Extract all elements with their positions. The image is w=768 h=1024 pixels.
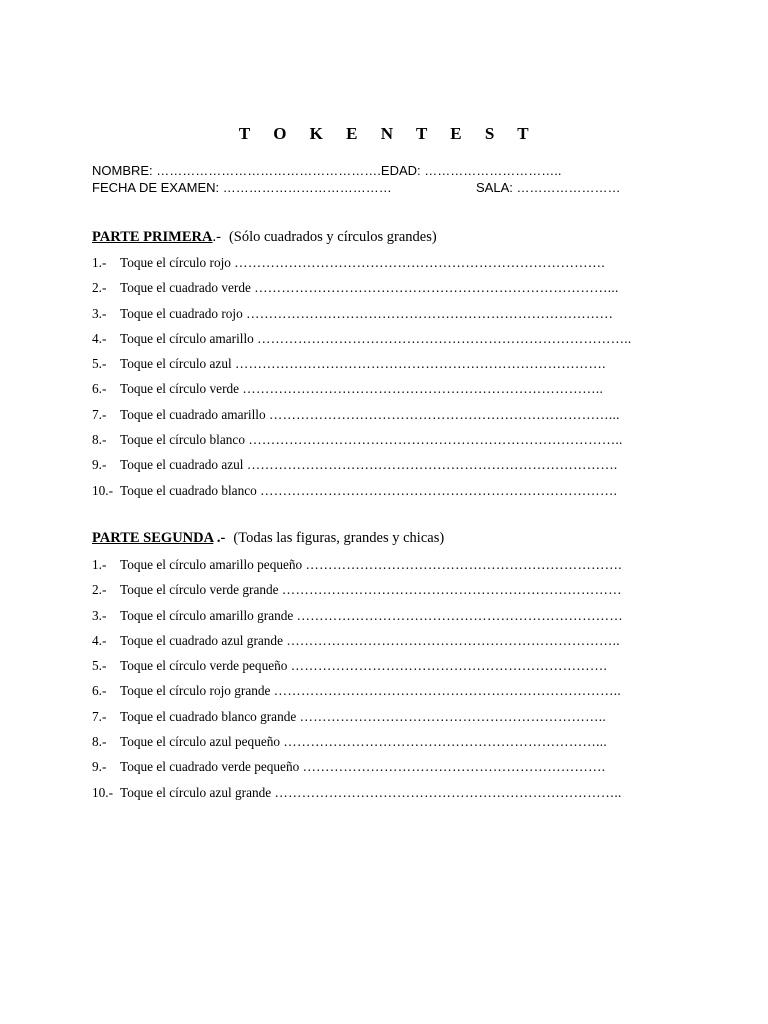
item-text: Toque el círculo verde pequeño [120,658,288,674]
item-number: 7.- [92,708,107,724]
list-item [92,628,623,653]
list-item [92,376,632,401]
item-number: 6.- [92,683,107,699]
list-item [92,250,632,275]
item-number: 5.- [92,356,107,372]
item-dots: ……………………………………………………………. [290,658,608,674]
item-dots: ………………………………………………………….. [299,708,606,724]
item-dots: ……………………………………………………………………. [260,482,618,498]
list-item [92,754,623,779]
item-dots: ……………………………………………………………….. [286,632,620,648]
item-number: 9.- [92,759,107,775]
section-note: (Todas las figuras, grandes y chicas) [233,530,445,546]
section-sep: .- [212,229,221,245]
list-item [92,780,623,805]
item-text: Toque el círculo amarillo pequeño [120,557,303,572]
item-text: Toque el círculo rojo [120,255,231,270]
item-dots: ………………………………………………………………… [281,582,622,598]
item-dots: ………………………………………………………………….. [274,784,622,800]
item-number: 5.- [92,658,107,674]
fecha-examen-line: FECHA DE EXAMEN: ………………………………… [92,180,392,195]
item-text: Toque el círculo amarillo grande [120,607,294,623]
list-parte-segunda [92,552,623,805]
item-dots: …………………………………………………………………... [268,406,620,422]
section-heading-parte-segunda [92,530,444,547]
list-item [92,402,632,427]
list-item [92,552,623,577]
item-text: Toque el cuadrado rojo [120,305,243,321]
item-number: 9.- [92,457,107,473]
section-lead: PARTE SEGUNDA [92,530,214,546]
section-lead: PARTE PRIMERA [92,229,213,245]
item-text: Toque el círculo blanco [120,432,245,448]
section-note: (Sólo cuadrados y círculos grandes) [228,229,437,245]
item-dots: …………………………………………………………………….. [242,381,604,397]
sala-line: SALA: …………………… [476,180,621,195]
section-sep: .- [213,530,226,546]
list-item [92,351,632,376]
item-dots: ……………………………………………………………………….. [248,432,623,448]
list-item [92,326,632,351]
item-number: 3.- [92,305,107,321]
list-item [92,275,632,300]
item-dots: ……………………………………………………………………… [246,305,614,321]
item-dots: ………………………………………………………………….. [273,683,621,699]
item-text: Toque el cuadrado verde pequeño [120,759,300,775]
list-item [92,653,623,678]
item-text: Toque el cuadrado verde [120,280,251,296]
item-number: 2.- [92,280,107,296]
section-heading-parte-primera [92,229,437,246]
item-dots: ……………………………………………………………. [305,557,622,572]
list-parte-primera [92,250,632,503]
item-number: 10.- [92,784,114,800]
list-item [92,452,632,477]
list-item [92,478,632,503]
nombre-edad-line: NOMBRE: …………………………………………….EDAD: ………………………….. [92,163,562,178]
item-text: Toque el cuadrado blanco grande [120,708,297,724]
item-number: 4.- [92,632,107,648]
list-item [92,427,632,452]
item-text: Toque el cuadrado blanco [120,482,257,498]
item-dots: ……………………………………………………………… [296,607,623,623]
item-dots: ………………………………………………………………………. [234,255,606,270]
item-number: 2.- [92,582,107,598]
item-number: 10.- [92,482,114,498]
list-item [92,729,623,754]
item-number: 3.- [92,607,107,623]
item-text: Toque el cuadrado amarillo [120,406,266,422]
list-item [92,603,623,628]
item-number: 8.- [92,734,107,750]
item-text: Toque el cuadrado azul [120,457,244,473]
item-text: Toque el círculo verde grande [120,582,279,598]
item-dots: ………………………………………………………………………. [246,457,618,473]
item-number: 1.- [92,557,107,572]
item-number: 4.- [92,330,107,346]
item-text: Toque el círculo azul pequeño [120,734,281,750]
item-number: 1.- [92,255,107,270]
list-item [92,301,632,326]
item-text: Toque el círculo amarillo [120,330,254,346]
item-text: Toque el círculo azul [120,356,232,372]
page-title: T O K E N T E S T [238,124,539,143]
list-item [92,704,623,729]
list-item [92,577,623,602]
item-number: 8.- [92,432,107,448]
item-text: Toque el cuadrado azul grande [120,632,283,648]
item-dots: ……………………………………………………………………... [254,280,619,296]
item-dots: ……………………………………………………………... [283,734,607,750]
item-text: Toque el círculo azul grande [120,784,272,800]
list-item [92,678,623,703]
item-number: 6.- [92,381,107,397]
item-number: 7.- [92,406,107,422]
item-text: Toque el círculo verde [120,381,240,397]
item-dots: …………………………………………………………. [302,759,606,775]
item-text: Toque el círculo rojo grande [120,683,271,699]
item-dots: ……………………………………………………………………….. [257,330,632,346]
item-dots: ………………………………………………………………………. [235,356,606,372]
